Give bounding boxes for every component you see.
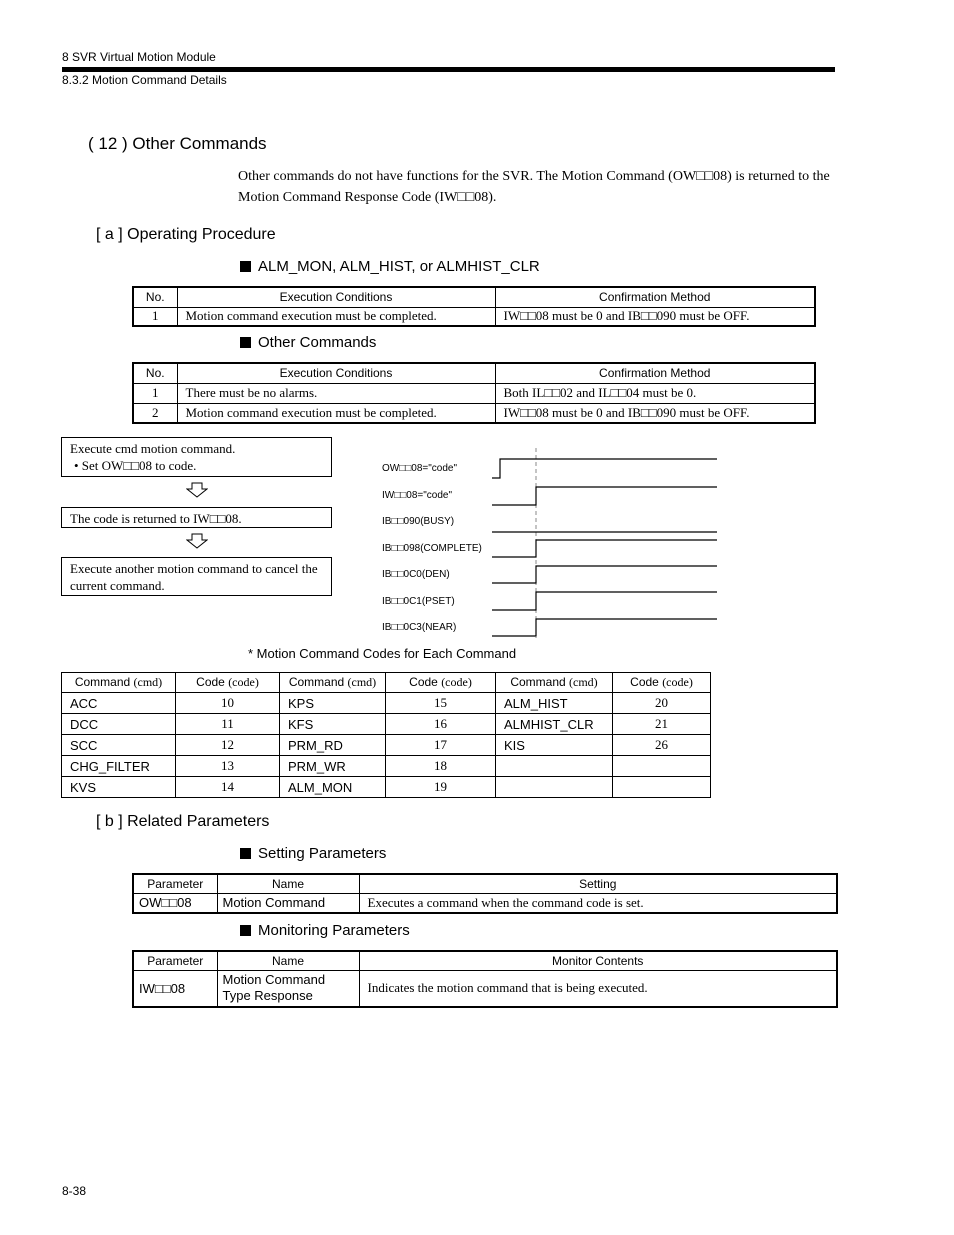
header-confirmation-method: Confirmation Method [495,363,815,383]
cell-no: 2 [133,403,177,423]
table-header-row [133,363,815,383]
header-monitor-contents: Monitor Contents [359,951,837,970]
table-header-row [133,951,837,970]
setting-parameters-title: Setting Parameters [240,845,386,862]
cell-no: 1 [133,383,177,403]
other-commands-title: Other Commands [240,334,376,351]
header-execution-conditions: Execution Conditions [177,287,495,307]
almmon-table [132,286,816,327]
table-row [133,403,815,423]
cell-setting: Executes a command when the command code is set. [359,893,837,913]
cell-condition: There must be no alarms. [177,383,495,403]
cell-command: CHG_FILTER [62,756,176,777]
header-command: Command (cmd) [62,673,176,693]
section-heading: ( 12 ) Other Commands [88,134,267,153]
chapter-title: 8 SVR Virtual Motion Module [62,50,216,64]
table-row [133,970,837,1007]
cell-command: ALMHIST_CLR [496,714,613,735]
table-row [62,756,711,777]
header-rule [62,67,835,72]
header-no: No. [133,287,177,307]
table-header-row [133,287,815,307]
cell-command: KVS [62,777,176,798]
flow-step-execute-command [61,437,332,477]
header-setting: Setting [359,874,837,893]
header-execution-conditions: Execution Conditions [177,363,495,383]
signal-label-complete: IB□□098(COMPLETE) [382,543,482,554]
header-command: Command (cmd) [496,673,613,693]
cell-code: 13 [176,756,280,777]
cell-code [613,756,711,777]
waveform-den [492,566,717,583]
flow-step-code-returned: The code is returned to IW□□08. [61,507,332,528]
flow-step1-line1: Execute cmd motion command. [70,441,236,456]
monitoring-parameters-title: Monitoring Parameters [240,922,410,939]
cell-code: 21 [613,714,711,735]
cell-command: ACC [62,693,176,714]
header-code: Code (code) [613,673,711,693]
cell-monitor-contents: Indicates the motion command that is being executed. [359,970,837,1007]
cell-no: 1 [133,307,177,326]
signal-label-near: IB□□0C3(NEAR) [382,622,457,633]
timing-chart [488,446,720,640]
cell-command: DCC [62,714,176,735]
cell-condition: Motion command execution must be completed. [177,403,495,423]
intro-paragraph: Other commands do not have functions for the SVR. The Motion Command (OW□□08) is returned to the Motion Command Response Code (IW□□08). [238,169,830,205]
header-code: Code (code) [386,673,496,693]
cell-command: KPS [280,693,386,714]
cell-command [496,777,613,798]
page-number: 8-38 [62,1184,87,1198]
header-name: Name [217,951,359,970]
cell-code: 18 [386,756,496,777]
table-row [133,307,815,326]
cell-code: 26 [613,735,711,756]
flow-step-cancel-command: Execute another motion command to cancel the current command. [61,557,332,596]
waveform-complete [492,540,717,557]
header-confirmation-method: Confirmation Method [495,287,815,307]
cell-condition: Motion command execution must be completed. [177,307,495,326]
cell-name: Motion Command [217,893,359,913]
signal-label-iw08: IW□□08="code" [382,490,453,501]
cell-code: 14 [176,777,280,798]
cell-code: 17 [386,735,496,756]
waveform-near [492,619,717,636]
cell-method: IW□□08 must be 0 and IB□□090 must be OFF. [495,403,815,423]
cell-command: KIS [496,735,613,756]
cell-code: 16 [386,714,496,735]
header-command: Command (cmd) [280,673,386,693]
header-parameter: Parameter [133,874,217,893]
command-codes-title: * Motion Command Codes for Each Command [248,646,517,661]
cell-parameter: IW□□08 [133,970,217,1007]
waveform-iw08 [492,487,717,505]
other-commands-table [132,362,816,424]
table-row [62,777,711,798]
down-arrow-icon [186,482,208,498]
table-header-row [62,673,711,693]
cell-code: 19 [386,777,496,798]
table-row [62,735,711,756]
subheading-related-parameters: [ b ] Related Parameters [96,813,270,830]
flow-step1-line2: • Set OW□□08 to code. [74,458,197,473]
command-codes-table [61,672,711,798]
signal-label-den: IB□□0C0(DEN) [382,569,450,580]
cell-command [496,756,613,777]
cell-code [613,777,711,798]
cell-method: Both IL□□02 and IL□□04 must be 0. [495,383,815,403]
cell-code: 10 [176,693,280,714]
table-row [62,714,711,735]
cell-name: Motion Command Type Response [217,970,359,1007]
waveform-ow08 [492,459,717,478]
setting-parameters-table [132,873,838,914]
cell-command: KFS [280,714,386,735]
cell-command: PRM_RD [280,735,386,756]
header-no: No. [133,363,177,383]
signal-label-pset: IB□□0C1(PSET) [382,596,455,607]
header-code: Code (code) [176,673,280,693]
cell-command: SCC [62,735,176,756]
section-title: 8.3.2 Motion Command Details [62,73,227,87]
down-arrow-icon [186,533,208,549]
cell-code: 12 [176,735,280,756]
header-parameter: Parameter [133,951,217,970]
table-row [62,693,711,714]
cell-code: 15 [386,693,496,714]
table-header-row [133,874,837,893]
cell-command: ALM_HIST [496,693,613,714]
table-row [133,893,837,913]
cell-method: IW□□08 must be 0 and IB□□090 must be OFF. [495,307,815,326]
header-name: Name [217,874,359,893]
almmon-title: ALM_MON, ALM_HIST, or ALMHIST_CLR [240,258,540,275]
signal-label-ow08: OW□□08="code" [382,463,458,474]
waveform-pset [492,592,717,610]
cell-code: 11 [176,714,280,735]
subheading-operating-procedure: [ a ] Operating Procedure [96,226,276,243]
cell-command: ALM_MON [280,777,386,798]
signal-label-busy: IB□□090(BUSY) [382,516,455,527]
cell-parameter: OW□□08 [133,893,217,913]
cell-code: 20 [613,693,711,714]
monitoring-parameters-table [132,950,838,1008]
table-row [133,383,815,403]
cell-command: PRM_WR [280,756,386,777]
